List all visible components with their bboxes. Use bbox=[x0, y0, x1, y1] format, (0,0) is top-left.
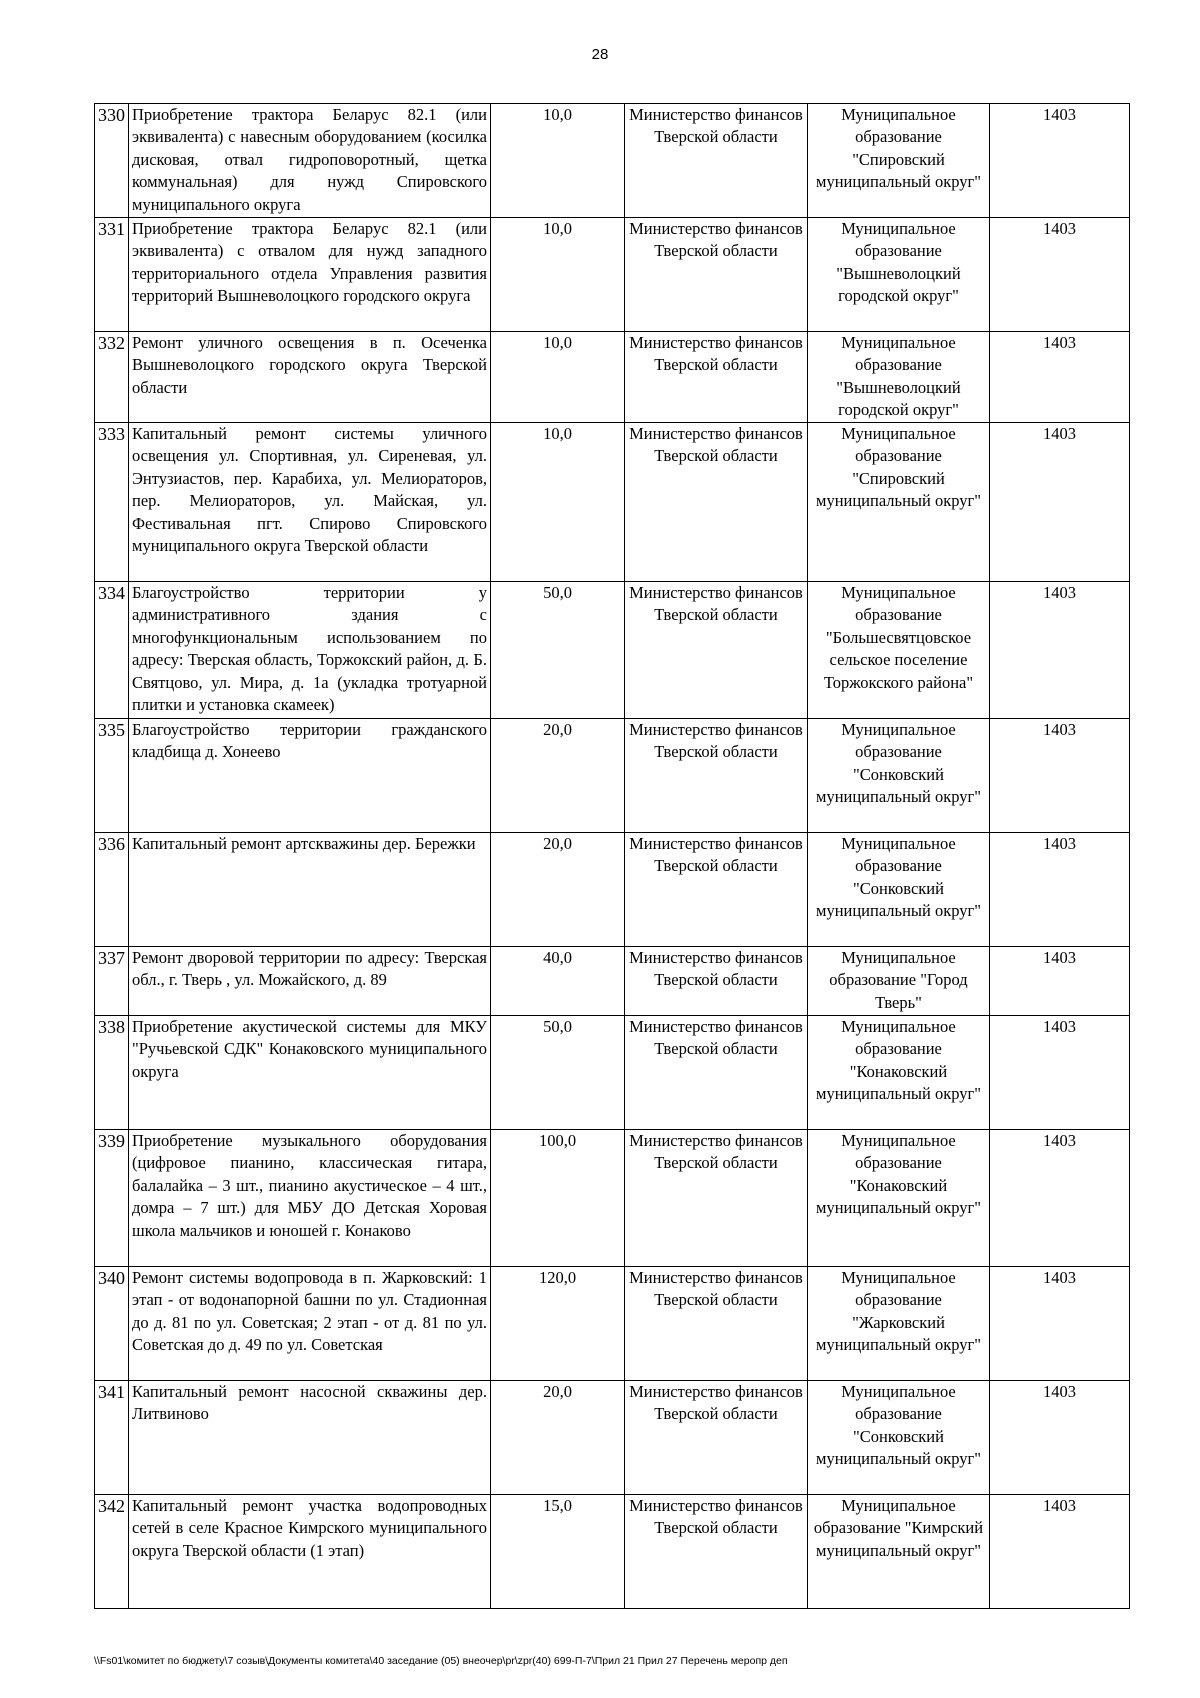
cell-municipality: Муниципальное образование "Конаковский муниципальный округ" bbox=[808, 1130, 990, 1267]
cell-municipality: Муниципальное образование "Вышневолоцкий городской округ" bbox=[808, 332, 990, 423]
cell-amount: 10,0 bbox=[491, 423, 625, 582]
cell-code: 1403 bbox=[990, 1381, 1130, 1495]
table-row bbox=[95, 423, 1130, 582]
cell-num: 335 bbox=[95, 719, 129, 833]
cell-code: 1403 bbox=[990, 947, 1130, 1016]
cell-code: 1403 bbox=[990, 1267, 1130, 1381]
cell-ministry: Министерство финансов Тверской области bbox=[625, 423, 808, 582]
cell-amount: 50,0 bbox=[491, 582, 625, 719]
cell-municipality: Муниципальное образование "Конаковский муниципальный округ" bbox=[808, 1016, 990, 1130]
cell-code: 1403 bbox=[990, 218, 1130, 332]
cell-num: 340 bbox=[95, 1267, 129, 1381]
table-row bbox=[95, 947, 1130, 1016]
cell-ministry: Министерство финансов Тверской области bbox=[625, 1381, 808, 1495]
cell-municipality: Муниципальное образование "Жарковский муниципальный округ" bbox=[808, 1267, 990, 1381]
cell-num: 339 bbox=[95, 1130, 129, 1267]
cell-name: Капитальный ремонт системы уличного освещения ул. Спортивная, ул. Сиреневая, ул. Энтузиастов, пер. Карабиха, ул. Мелиораторов, пер. Мелиораторов, ул. Майская, ул. Фестивальная пгт. Спирово Спировского муниципального округа Тверской области bbox=[129, 423, 491, 582]
cell-ministry: Министерство финансов Тверской области bbox=[625, 582, 808, 719]
table-row bbox=[95, 582, 1130, 719]
cell-amount: 15,0 bbox=[491, 1495, 625, 1609]
table-row bbox=[95, 1495, 1130, 1609]
cell-amount: 10,0 bbox=[491, 104, 625, 218]
cell-name: Благоустройство территории гражданского кладбища д. Хонеево bbox=[129, 719, 491, 833]
cell-num: 332 bbox=[95, 332, 129, 423]
cell-name: Благоустройство территории у административного здания с многофункциональным использованием по адресу: Тверская область, Торжокский район, д. Б. Святцово, ул. Мира, д. 1а (укладка тротуарной плитки и установка скамеек) bbox=[129, 582, 491, 719]
cell-code: 1403 bbox=[990, 104, 1130, 218]
cell-num: 334 bbox=[95, 582, 129, 719]
cell-name: Приобретение акустической системы для МКУ "Ручьевской СДК" Конаковского муниципального округа bbox=[129, 1016, 491, 1130]
cell-num: 331 bbox=[95, 218, 129, 332]
cell-municipality: Муниципальное образование "Кимрский муниципальный округ" bbox=[808, 1495, 990, 1609]
file-path-footer: \\Fs01\комитет по бюджету\7 созыв\Документы комитета\40 заседание (05) внеочер\pr\zpr(40) 699-П-7\Прил 21 Прил 27 Перечень меропр деп bbox=[94, 1655, 788, 1667]
cell-num: 337 bbox=[95, 947, 129, 1016]
cell-name: Приобретение трактора Беларус 82.1 (или эквивалента) с отвалом для нужд западного территориального отдела Управления развития территорий Вышневолоцкого городского округа bbox=[129, 218, 491, 332]
measures-table-body bbox=[95, 104, 1130, 1609]
cell-code: 1403 bbox=[990, 833, 1130, 947]
cell-ministry: Министерство финансов Тверской области bbox=[625, 833, 808, 947]
cell-ministry: Министерство финансов Тверской области bbox=[625, 719, 808, 833]
cell-ministry: Министерство финансов Тверской области bbox=[625, 947, 808, 1016]
cell-name: Приобретение трактора Беларус 82.1 (или эквивалента) с навесным оборудованием (косилка дисковая, отвал гидроповоротный, щетка коммунальная) для нужд Спировского муниципального округа bbox=[129, 104, 491, 218]
cell-code: 1403 bbox=[990, 332, 1130, 423]
cell-num: 333 bbox=[95, 423, 129, 582]
cell-amount: 10,0 bbox=[491, 332, 625, 423]
cell-name: Приобретение музыкального оборудования (цифровое пианино, классическая гитара, балалайка – 3 шт., пианино акустическое – 4 шт., домра – 7 шт.) для МБУ ДО Детская Хоровая школа мальчиков и юношей г. Конаково bbox=[129, 1130, 491, 1267]
cell-ministry: Министерство финансов Тверской области bbox=[625, 332, 808, 423]
cell-amount: 20,0 bbox=[491, 833, 625, 947]
cell-amount: 20,0 bbox=[491, 719, 625, 833]
cell-code: 1403 bbox=[990, 1495, 1130, 1609]
measures-table bbox=[94, 103, 1130, 1609]
cell-ministry: Министерство финансов Тверской области bbox=[625, 1016, 808, 1130]
page-number: 28 bbox=[591, 46, 609, 63]
table-row bbox=[95, 1267, 1130, 1381]
cell-amount: 120,0 bbox=[491, 1267, 625, 1381]
cell-amount: 40,0 bbox=[491, 947, 625, 1016]
cell-name: Ремонт дворовой территории по адресу: Тверская обл., г. Тверь , ул. Можайского, д. 89 bbox=[129, 947, 491, 1016]
cell-ministry: Министерство финансов Тверской области bbox=[625, 104, 808, 218]
cell-amount: 20,0 bbox=[491, 1381, 625, 1495]
cell-municipality: Муниципальное образование "Сонковский муниципальный округ" bbox=[808, 1381, 990, 1495]
cell-num: 341 bbox=[95, 1381, 129, 1495]
table-row bbox=[95, 218, 1130, 332]
cell-municipality: Муниципальное образование "Сонковский муниципальный округ" bbox=[808, 719, 990, 833]
table-row bbox=[95, 719, 1130, 833]
table-row bbox=[95, 332, 1130, 423]
table-row bbox=[95, 833, 1130, 947]
measures-table-container bbox=[94, 103, 1130, 1609]
cell-ministry: Министерство финансов Тверской области bbox=[625, 1495, 808, 1609]
cell-amount: 10,0 bbox=[491, 218, 625, 332]
cell-code: 1403 bbox=[990, 582, 1130, 719]
cell-num: 342 bbox=[95, 1495, 129, 1609]
cell-num: 336 bbox=[95, 833, 129, 947]
cell-code: 1403 bbox=[990, 423, 1130, 582]
cell-name: Капитальный ремонт артскважины дер. Бережки bbox=[129, 833, 491, 947]
cell-ministry: Министерство финансов Тверской области bbox=[625, 1130, 808, 1267]
table-row bbox=[95, 104, 1130, 218]
cell-num: 338 bbox=[95, 1016, 129, 1130]
cell-name: Капитальный ремонт насосной скважины дер. Литвиново bbox=[129, 1381, 491, 1495]
cell-code: 1403 bbox=[990, 1130, 1130, 1267]
table-row bbox=[95, 1016, 1130, 1130]
cell-municipality: Муниципальное образование "Большесвятцовское сельское поселение Торжокского района" bbox=[808, 582, 990, 719]
cell-name: Ремонт уличного освещения в п. Осеченка Вышневолоцкого городского округа Тверской области bbox=[129, 332, 491, 423]
table-row bbox=[95, 1381, 1130, 1495]
cell-municipality: Муниципальное образование "Спировский муниципальный округ" bbox=[808, 104, 990, 218]
cell-code: 1403 bbox=[990, 719, 1130, 833]
cell-municipality: Муниципальное образование "Сонковский муниципальный округ" bbox=[808, 833, 990, 947]
table-row bbox=[95, 1130, 1130, 1267]
cell-ministry: Министерство финансов Тверской области bbox=[625, 1267, 808, 1381]
cell-code: 1403 bbox=[990, 1016, 1130, 1130]
cell-amount: 100,0 bbox=[491, 1130, 625, 1267]
cell-municipality: Муниципальное образование "Город Тверь" bbox=[808, 947, 990, 1016]
cell-num: 330 bbox=[95, 104, 129, 218]
cell-name: Капитальный ремонт участка водопроводных сетей в селе Красное Кимрского муниципального округа Тверской области (1 этап) bbox=[129, 1495, 491, 1609]
cell-amount: 50,0 bbox=[491, 1016, 625, 1130]
cell-municipality: Муниципальное образование "Вышневолоцкий городской округ" bbox=[808, 218, 990, 332]
cell-municipality: Муниципальное образование "Спировский муниципальный округ" bbox=[808, 423, 990, 582]
cell-ministry: Министерство финансов Тверской области bbox=[625, 218, 808, 332]
cell-name: Ремонт системы водопровода в п. Жарковский: 1 этап - от водонапорной башни по ул. Стадионная до д. 81 по ул. Советская; 2 этап - от д. 81 по ул. Советская до д. 49 по ул. Советская bbox=[129, 1267, 491, 1381]
